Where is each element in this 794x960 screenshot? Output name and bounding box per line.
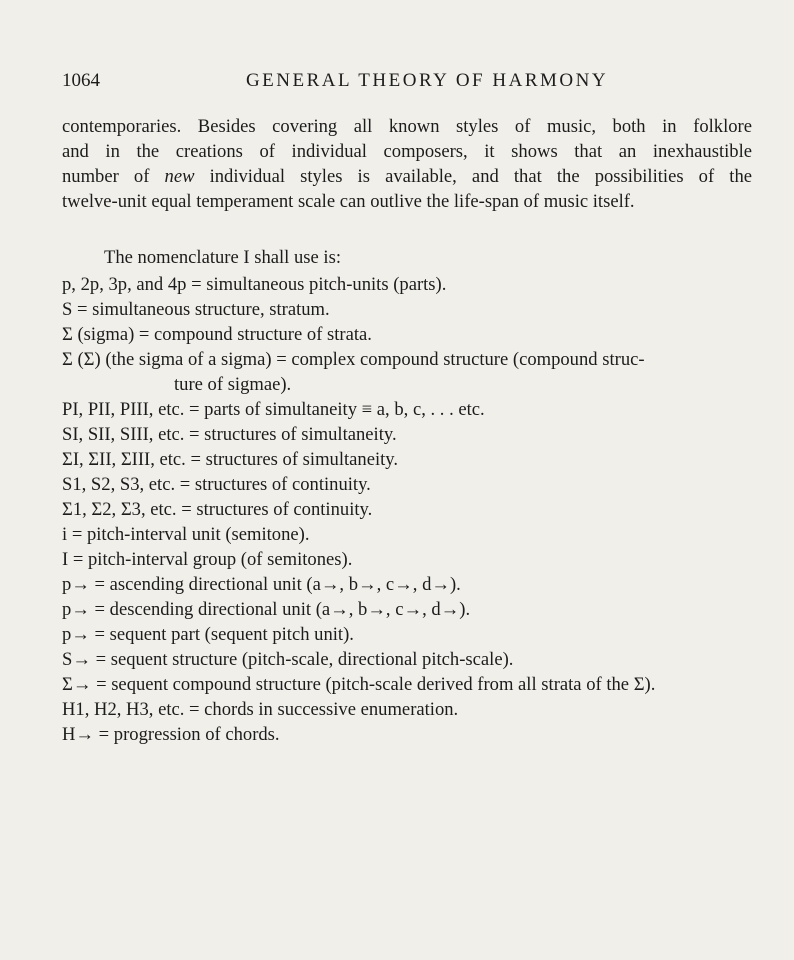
nomenclature-item: p→ = sequent part (sequent pitch unit). (62, 624, 354, 645)
nomenclature-intro: The nomenclature I shall use is: (104, 247, 341, 268)
page-number: 1064 (62, 70, 100, 91)
nomenclature-item: S→ = sequent structure (pitch-scale, directional pitch-scale). (62, 649, 514, 670)
nomenclature-item: Σ→ = sequent compound structure (pitch-scale derived from all strata of the Σ). (62, 674, 656, 695)
opening-paragraph (62, 114, 752, 214)
nomenclature-item: H→ = progression of chords. (62, 724, 280, 745)
paragraph-line: and in the creations of individual composers, it shows that an inexhaustible (62, 141, 752, 162)
nomenclature-item: SI, SII, SIII, etc. = structures of simultaneity. (62, 424, 397, 445)
nomenclature-item-continuation: ture of sigmae). (174, 374, 292, 395)
nomenclature-item: Σ (sigma) = compound structure of strata. (62, 324, 372, 345)
body-text (62, 114, 752, 747)
nomenclature-item: Σ1, Σ2, Σ3, etc. = structures of continuity. (62, 499, 373, 520)
page-header (62, 70, 752, 98)
paragraph-line: number of new individual styles is available, and that the possibilities of the (62, 166, 752, 187)
nomenclature-item: p→ = descending directional unit (a→, b→, c→, d→). (62, 599, 471, 620)
nomenclature-list (62, 272, 752, 747)
paragraph-line: twelve-unit equal temperament scale can outlive the life-span of music itself. (62, 191, 635, 212)
nomenclature-item: Σ (Σ) (the sigma of a sigma) = complex compound structure (compound struc- (62, 349, 645, 370)
nomenclature-item: ΣI, ΣII, ΣIII, etc. = structures of simultaneity. (62, 449, 399, 470)
running-title: GENERAL THEORY OF HARMONY (245, 70, 609, 91)
nomenclature-item: p, 2p, 3p, and 4p = simultaneous pitch-units (parts). (62, 274, 447, 295)
paragraph-line: contemporaries. Besides covering all known styles of music, both in folklore (62, 116, 752, 137)
nomenclature-item: I = pitch-interval group (of semitones). (62, 549, 353, 570)
nomenclature-item: H1, H2, H3, etc. = chords in successive enumeration. (62, 699, 459, 720)
nomenclature-item: S = simultaneous structure, stratum. (62, 299, 330, 320)
nomenclature-item: PI, PII, PIII, etc. = parts of simultaneity ≡ a, b, c, . . . etc. (62, 399, 485, 420)
nomenclature-item: S1, S2, S3, etc. = structures of continuity. (62, 474, 371, 495)
nomenclature-item: i = pitch-interval unit (semitone). (62, 524, 310, 545)
nomenclature-item: p→ = ascending directional unit (a→, b→, c→, d→). (62, 574, 461, 595)
